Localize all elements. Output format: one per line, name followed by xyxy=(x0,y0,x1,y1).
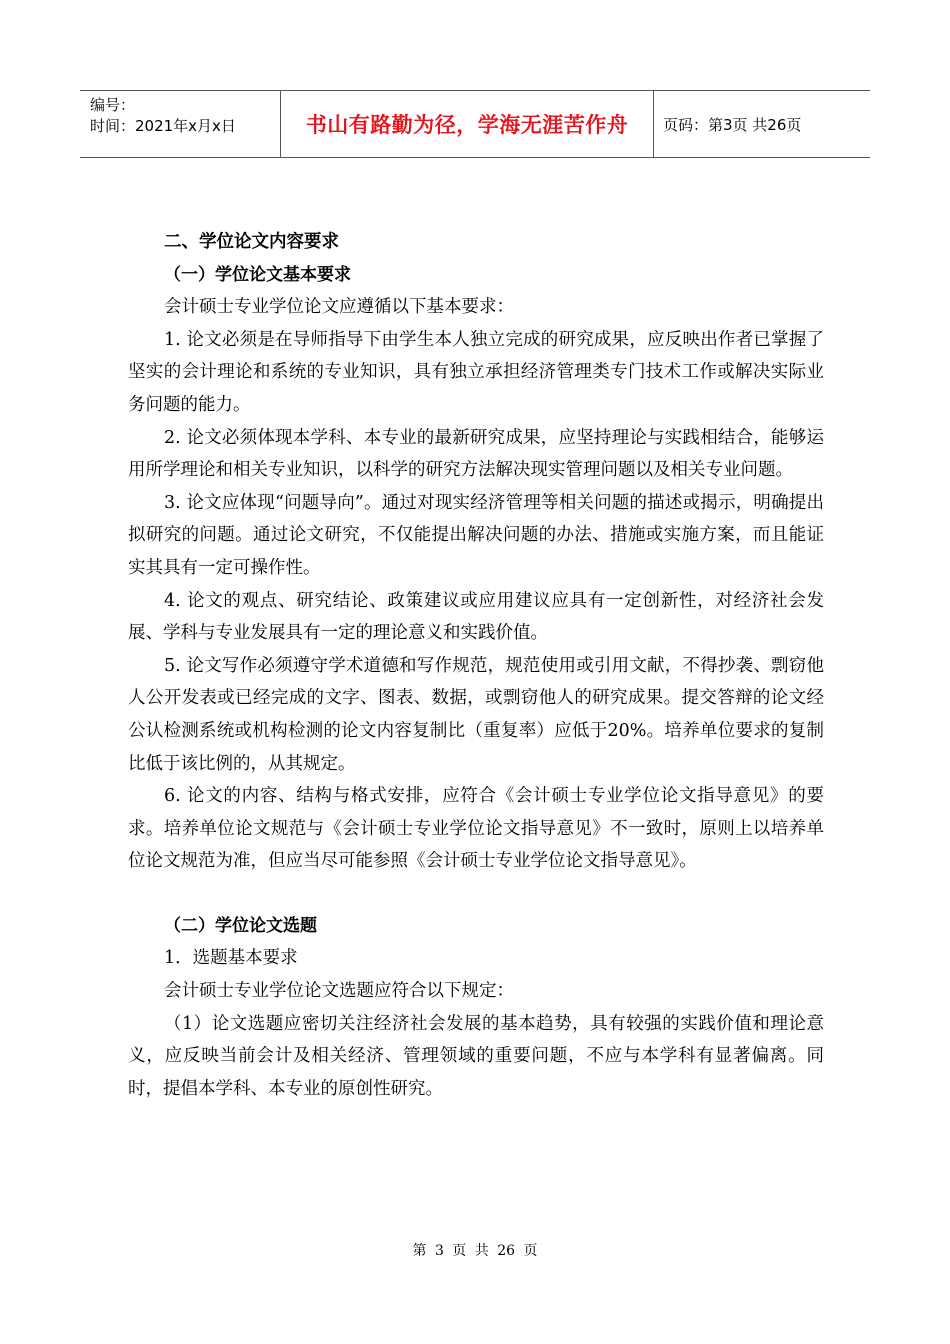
requirement-item: 6. 论文的内容、结构与格式安排，应符合《会计硕士专业学位论文指导意见》的要求。培养单位论文规范与《会计硕士专业学位论文指导意见》不一致时，原则上以培养单位论文规范为准，但应当尽可能参照《会计硕士专业学位论文指导意见》。 xyxy=(128,786,824,872)
requirement-item: 1. 论文必须是在导师指导下由学生本人独立完成的研究成果，应反映出作者已掌握了坚实的会计理论和系统的专业知识，具有独立承担经济管理类专门技术工作或解决实际业务问题的能力。 xyxy=(128,329,824,415)
subsection-intro-2: 会计硕士专业学位论文选题应符合以下规定： xyxy=(164,981,514,1002)
subsection-title-1: （一）学位论文基本要求 xyxy=(164,264,351,285)
requirement-item: 2. 论文必须体现本学科、本专业的最新研究成果，应坚持理论与实践相结合，能够运用所学理论和相关专业知识，以科学的研究方法解决现实管理问题以及相关专业问题。 xyxy=(128,427,824,481)
requirement-item: 3. 论文应体现“问题导向”。通过对现实经济管理等相关问题的描述或揭示，明确提出拟研究的问题。通过论文研究，不仅能提出解决问题的办法、措施或实施方案，而且能证实其具有一定可操作性。 xyxy=(128,492,824,578)
paragraph-spacer xyxy=(128,878,824,910)
topic-item: （1）论文选题应密切关注经济社会发展的基本趋势，具有较强的实践价值和理论意义，应反映当前会计及相关经济、管理领域的重要问题，不应与本学科有显著偏离。同时，提倡本学科、本专业的原创性研究。 xyxy=(128,1013,824,1099)
header-motto: 书山有路勤为径，学海无涯苦作舟 xyxy=(281,91,654,157)
section-title: 二、学位论文内容要求 xyxy=(164,232,339,252)
document-header xyxy=(80,90,870,158)
subsection-point: 1．选题基本要求 xyxy=(164,948,298,969)
time-label: 时间：2021年x月x日 xyxy=(90,117,236,135)
subsection-title-2: （二）学位论文选题 xyxy=(164,915,317,936)
requirement-item: 4. 论文的观点、研究结论、政策建议或应用建议应具有一定创新性，对经济社会发展、学科与专业发展具有一定的理论意义和实践价值。 xyxy=(128,590,824,644)
page-footer: 第 3 页 共 26 页 xyxy=(412,1243,538,1259)
header-info-cell xyxy=(80,91,281,157)
subsection-intro-1: 会计硕士专业学位论文应遵循以下基本要求： xyxy=(164,297,514,318)
document-body xyxy=(128,226,824,1105)
header-page-label: 页码：第3页 共26页 xyxy=(663,115,802,134)
number-label: 编号： xyxy=(90,96,136,114)
requirement-item: 5. 论文写作必须遵守学术道德和写作规范，规范使用或引用文献，不得抄袭、剽窃他人公开发表或已经完成的文字、图表、数据，或剽窃他人的研究成果。提交答辩的论文经公认检测系统或机构检测的论文内容复制比（重复率）应低于20%。培养单位要求的复制比低于该比例的，从其规定。 xyxy=(128,655,824,774)
